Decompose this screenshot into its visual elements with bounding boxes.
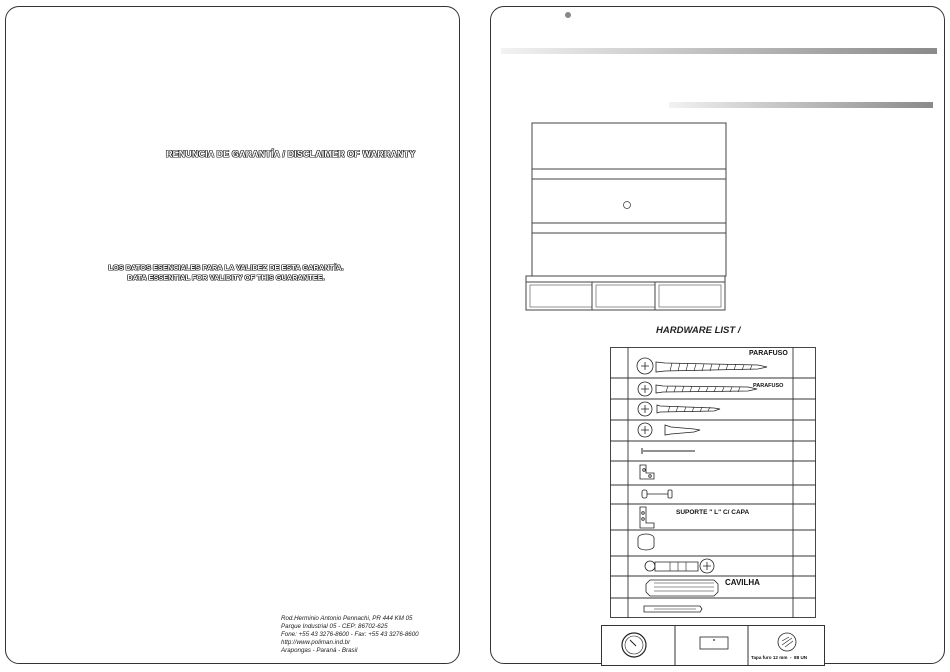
company-address	[281, 615, 419, 655]
bullet-dot	[565, 12, 571, 18]
left-page	[5, 6, 460, 664]
label-suporte-l: SUPORTE " L" C/ CAPA	[676, 509, 750, 516]
warranty-title: RENUNCIA DE GARANTÍA / DISCLAIMER OF WARRANTY	[166, 149, 416, 159]
address-line: Parque Industrial 05 - CEP: 86702-625	[281, 623, 388, 630]
right-page	[490, 6, 945, 664]
essential-line-en: DATA ESSENTIAL FOR VALIDITY OF THIS GUARANTEE.	[127, 273, 325, 282]
address-line: Rod.Herminio Antonio Pennachi, PR 444 KM 05	[281, 615, 413, 622]
hardware-table	[610, 347, 820, 619]
website-link[interactable]: http://www.poliman.ind.br	[281, 639, 351, 646]
furniture-illustration	[519, 121, 729, 317]
section-gradient-bar	[669, 102, 933, 108]
essential-line-es: LOS DATOS ESENCIALES PARA LA VALIDEZ DE ESTA GARANTÍA.	[108, 263, 344, 272]
label-parafuso-2: PARAFUSO	[753, 383, 784, 389]
footer-note: Tapa furo 12 mm - 88 UN	[751, 655, 808, 660]
address-line: Fone: +55 43 3276-8600 - Fax: +55 43 3276-8600	[281, 631, 419, 638]
label-cavilha: CAVILHA	[725, 578, 760, 587]
hardware-list-title: HARDWARE LIST /	[656, 325, 741, 336]
essential-data-note	[76, 263, 376, 283]
label-parafuso-1: PARAFUSO	[749, 350, 788, 357]
address-line: Arapongas - Paraná - Brasil	[281, 647, 358, 654]
footer-legend	[601, 625, 826, 667]
header-gradient-bar	[501, 48, 937, 54]
